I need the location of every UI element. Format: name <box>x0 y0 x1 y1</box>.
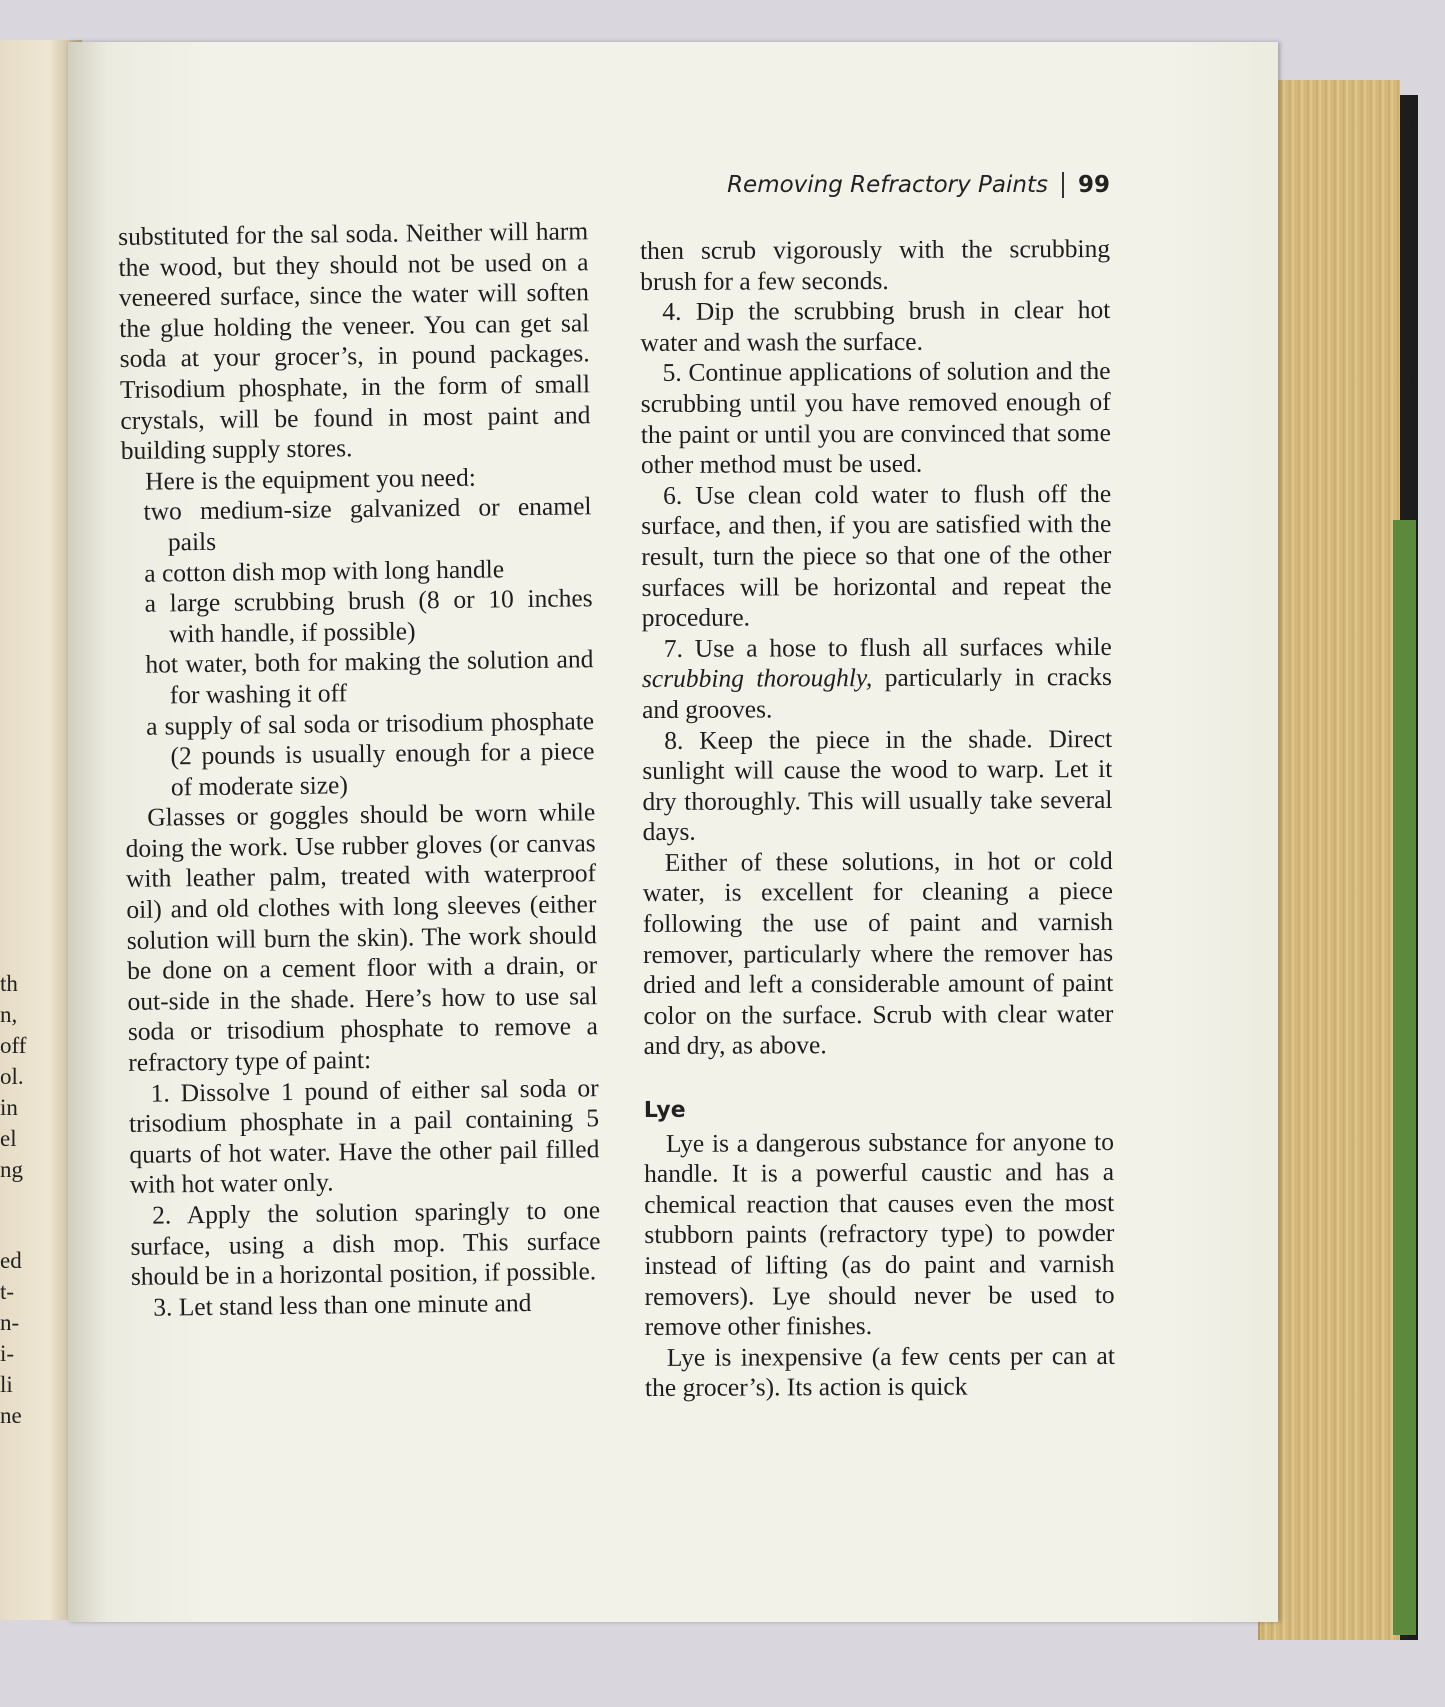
paragraph: Lye is a dangerous substance for anyone to handle. It is a powerful caustic and has a chemical reaction that causes even the most stubborn paints (refractory type) to powder instead of lifting (as do paint and varnish removers). Lye should never be used to remove other finishes. <box>644 1126 1115 1342</box>
header-divider <box>1062 172 1064 198</box>
equipment-item: a supply of sal soda or trisodium phosphate (2 pounds is usually enough for a piece of moderate size) <box>145 705 595 802</box>
fragment: ed <box>0 1248 22 1273</box>
right-column <box>640 234 1115 1404</box>
running-head: Removing Refractory Paints <box>727 172 1048 198</box>
fragment: ng <box>0 1157 23 1182</box>
fragment: in <box>0 1095 18 1120</box>
fragment: n, <box>0 1002 18 1027</box>
page-header <box>720 172 1110 198</box>
page-block-edges <box>1258 80 1400 1640</box>
fragment: ol. <box>0 1064 24 1089</box>
facing-page-text-fragments <box>0 968 30 1431</box>
emphasis: scrubbing thoroughly, <box>641 663 873 694</box>
page-number: 99 <box>1077 172 1110 198</box>
fragment: n- <box>0 1310 20 1335</box>
step: 8. Keep the piece in the shade. Direct sunlight will cause the wood to warp. Let it dry thoroughly. This will usually take several days. <box>642 723 1113 847</box>
paragraph: Either of these solutions, in hot or cold water, is excellent for cleaning a piece following the use of paint and varnish remover, particularly where the remover has dried and left a considerable amount of paint color on the surface. Scrub with clear water and dry, as above. <box>642 845 1114 1061</box>
equipment-item: two medium-size galvanized or enamel pails <box>143 491 592 557</box>
paragraph: Lye is inexpensive (a few cents per can at the grocer’s). Its action is quick <box>644 1340 1115 1403</box>
step <box>642 632 1112 726</box>
equipment-item: hot water, both for making the solution and for washing it off <box>145 644 594 710</box>
fragment: t- <box>0 1279 15 1304</box>
left-column <box>118 216 601 1323</box>
step: 5. Continue applications of solution and the scrubbing until you have removed enough of the paint or until you are convinced that some other method must be used. <box>640 356 1111 480</box>
section-heading: Lye <box>643 1097 686 1124</box>
step-text: particularly in cracks and grooves. <box>642 662 1112 724</box>
fragment: ne <box>0 1403 22 1428</box>
paragraph: substituted for the sal soda. Neither will harm the wood, but they should not be used on a veneered surface, since the water will soften the glue holding the veneer. You can get sal soda at your grocer’s, in pound packages. Trisodium phosphate, in the form of small crystals, will be found in most paint and building supply stores. <box>118 216 591 466</box>
step: 1. Dissolve 1 pound of either sal soda or trisodium phosphate in a pail containing 5 quarts of hot water. Have the other pail filled with hot water only. <box>128 1072 600 1200</box>
fragment: i- <box>0 1341 15 1366</box>
equipment-item: a cotton dish mop with long handle <box>144 553 505 588</box>
step: 3. Let stand less than one minute and <box>153 1287 532 1322</box>
fragment: off <box>0 1033 27 1058</box>
fragment: el <box>0 1126 17 1151</box>
cover-green-stripe <box>1393 520 1416 1635</box>
step: 6. Use clean cold water to flush off the surface, and then, if you are satisfied with the result, turn the piece so that one of the other surfaces will be horizontal and repeat the procedure. <box>641 478 1112 633</box>
step-text: 7. Use a hose to flush all surfaces while <box>663 631 1112 663</box>
fragment: th <box>0 971 18 996</box>
equipment-intro: Here is the equipment you need: <box>144 462 477 496</box>
paragraph: then scrub vigorously with the scrubbing brush for a few seconds. <box>640 233 1111 296</box>
step: 2. Apply the solution sparingly to one surface, using a dish mop. This surface should be in a horizontal position, if possible. <box>130 1195 601 1292</box>
step: 4. Dip the scrubbing brush in clear hot water and wash the surface. <box>640 295 1111 357</box>
paragraph: Glasses or goggles should be worn while doing the work. Use rubber gloves (or canvas with leather palm, treated with waterproof oil) and old clothes with long sleeves (either solution will burn the skin). The work should be done on a cement floor with a drain, or out-side in the shade. Here’s how to use sal soda or trisodium phosphate to remove a refractory type of paint: <box>125 797 599 1077</box>
fragment: li <box>0 1372 13 1397</box>
equipment-item: a large scrubbing brush (8 or 10 inches with handle, if possible) <box>144 583 593 649</box>
